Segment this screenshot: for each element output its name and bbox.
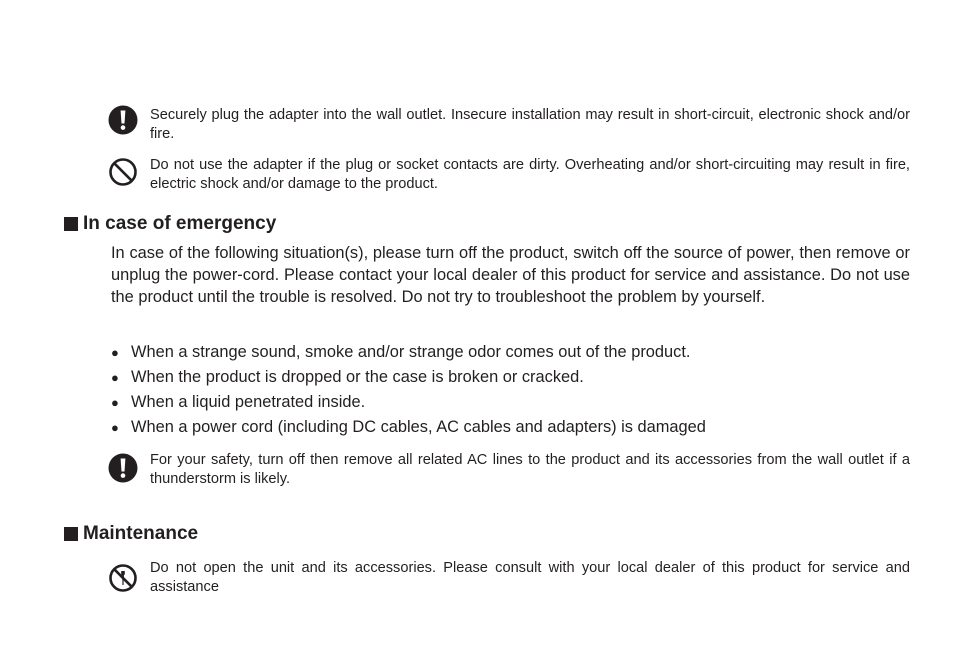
notice-secure-plug bbox=[108, 106, 910, 144]
heading-square-icon bbox=[64, 527, 78, 541]
notice-text: Do not use the adapter if the plug or socket contacts are dirty. Overheating and/or short-circuiting may result in fire, electric shock and/or damage to the product. bbox=[150, 157, 910, 192]
emergency-bullet-list bbox=[111, 340, 910, 440]
mandatory-exclamation-icon bbox=[108, 453, 138, 483]
heading-label: Maintenance bbox=[83, 523, 199, 544]
bullet-icon: ● bbox=[111, 345, 119, 360]
heading-square-icon bbox=[64, 217, 78, 231]
notice-dirty-plug bbox=[108, 156, 910, 194]
list-item-text: When a power cord (including DC cables, AC cables and adapters) is damaged bbox=[131, 418, 706, 436]
prohibited-icon bbox=[108, 157, 138, 187]
bullet-icon: ● bbox=[111, 395, 119, 410]
notice-thunderstorm bbox=[108, 451, 910, 489]
list-item-text: When a strange sound, smoke and/or strange odor comes out of the product. bbox=[131, 343, 691, 361]
heading-label: In case of emergency bbox=[83, 213, 277, 234]
emergency-paragraph: In case of the following situation(s), please turn off the product, switch off the source of power, then remove or unplug the power-cord. Please contact your local dealer of this product for service and assistance. Do not use the product until the trouble is resolved. Do not try to troubleshoot the problem by yourself. bbox=[111, 244, 910, 306]
notice-text: Securely plug the adapter into the wall outlet. Insecure installation may result in short-circuit, electronic shock and/or fire. bbox=[150, 107, 910, 142]
mandatory-exclamation-icon bbox=[108, 105, 138, 135]
list-item bbox=[111, 340, 910, 365]
notice-text: Do not open the unit and its accessories. Please consult with your local dealer of this product for service and assistance bbox=[150, 560, 910, 595]
bullet-icon: ● bbox=[111, 420, 119, 435]
section-heading-maintenance bbox=[64, 523, 198, 545]
list-item bbox=[111, 415, 910, 440]
bullet-icon: ● bbox=[111, 370, 119, 385]
notice-text: For your safety, turn off then remove all related AC lines to the product and its accessories from the wall outlet if a thunderstorm is likely. bbox=[150, 452, 910, 487]
list-item bbox=[111, 390, 910, 415]
notice-no-disassembly bbox=[108, 559, 910, 597]
list-item bbox=[111, 365, 910, 390]
no-disassembly-icon bbox=[108, 563, 138, 593]
list-item-text: When a liquid penetrated inside. bbox=[131, 393, 366, 411]
list-item-text: When the product is dropped or the case is broken or cracked. bbox=[131, 368, 584, 386]
section-heading-emergency bbox=[64, 213, 276, 235]
